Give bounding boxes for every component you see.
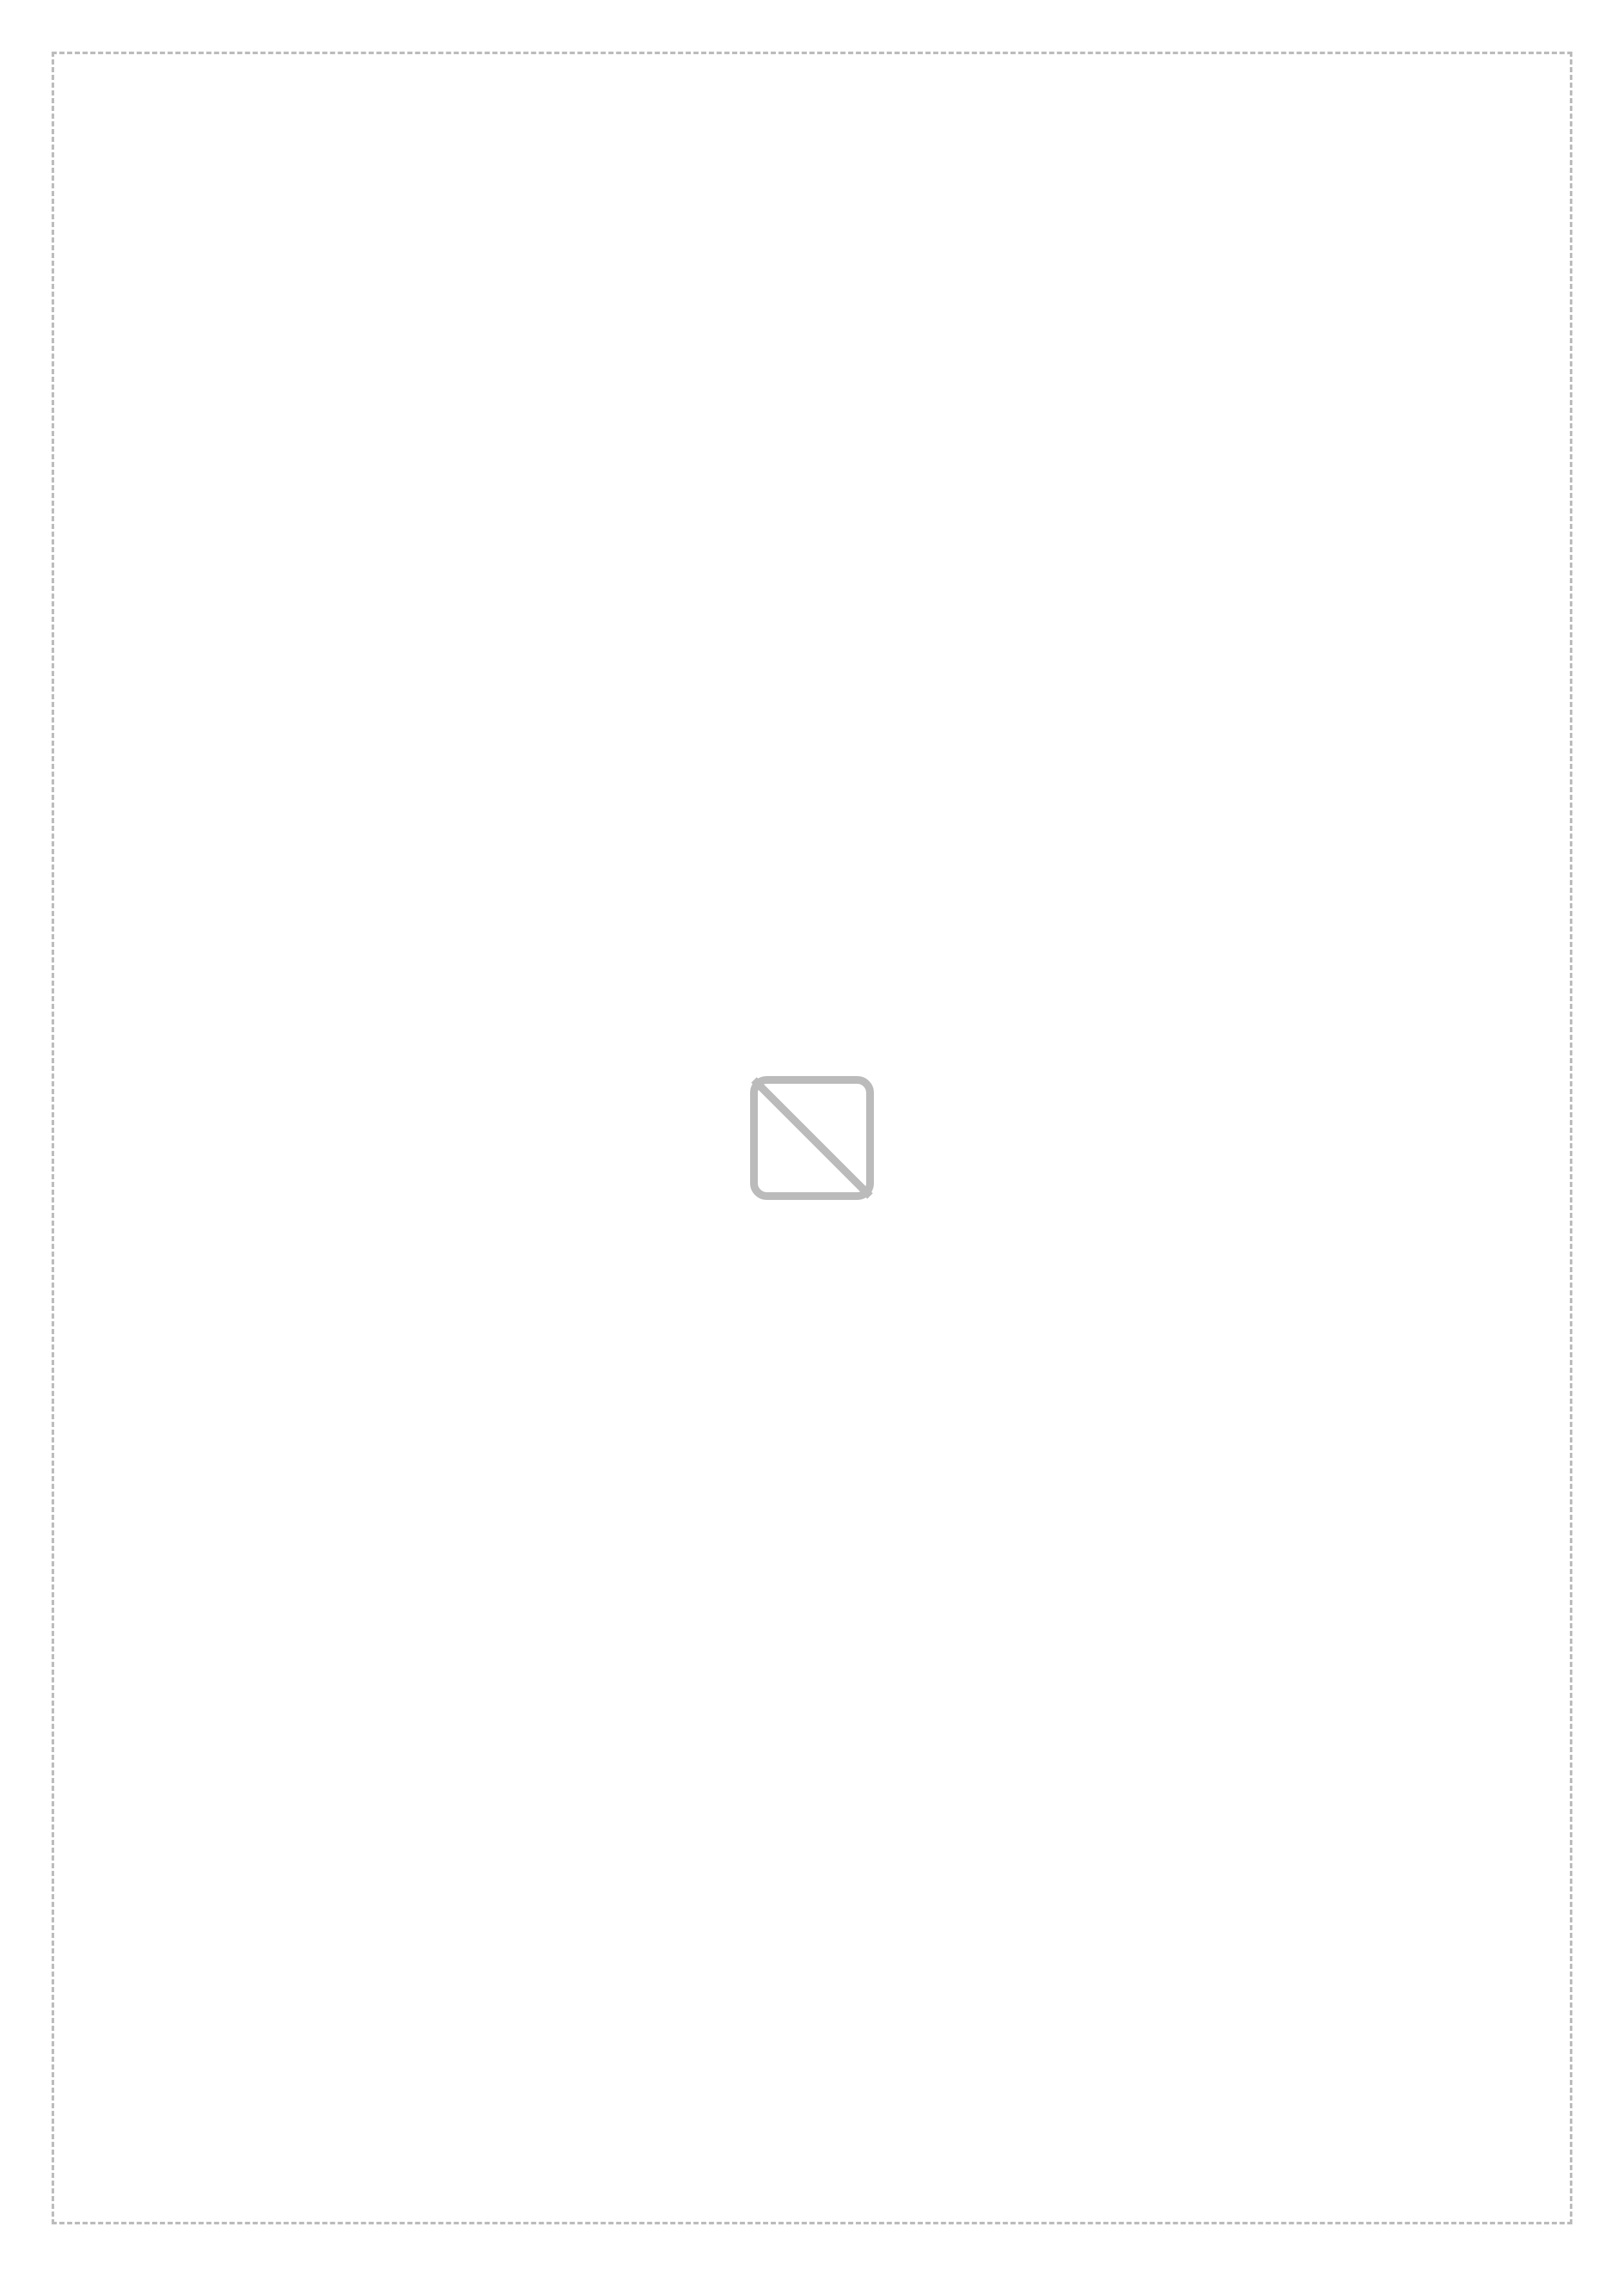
missing-image-icon	[735, 1061, 889, 1215]
empty-canvas	[52, 52, 1572, 2224]
